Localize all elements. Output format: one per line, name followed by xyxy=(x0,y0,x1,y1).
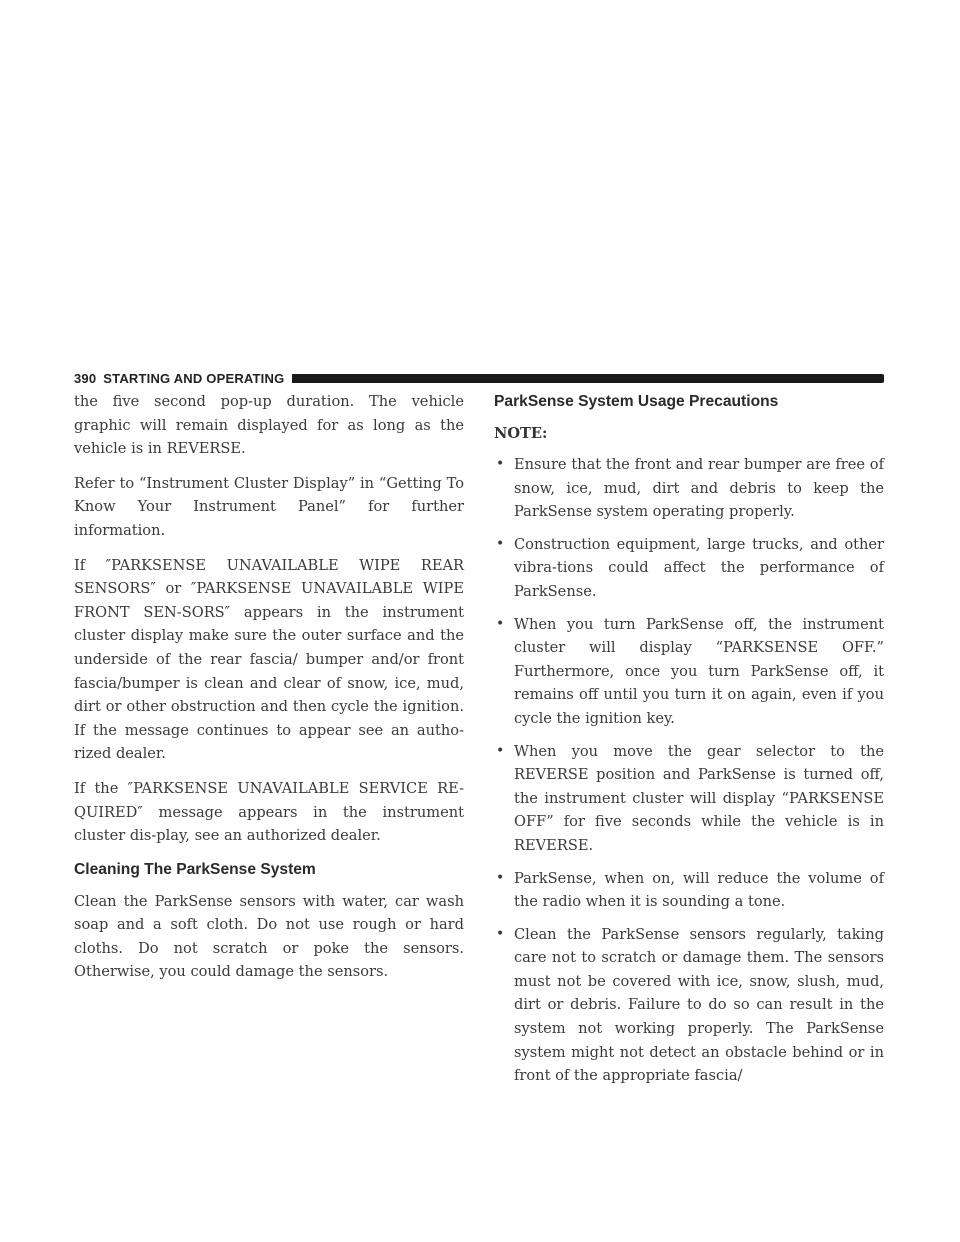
bullet-icon: • xyxy=(496,535,505,552)
section-title: STARTING AND OPERATING xyxy=(103,370,285,386)
list-item-text: When you move the gear selector to the REVERSE position and ParkSense is turned off, the instrument cluster will display “PARKSENSE OFF” for five seconds while the vehicle is in REVERSE. xyxy=(514,742,884,854)
list-item xyxy=(494,453,884,524)
bullet-icon: • xyxy=(496,742,505,759)
left-column xyxy=(74,390,464,995)
paragraph: If the ″PARKSENSE UNAVAILABLE SERVICE RE-QUIRED″ message appears in the instrument cluster dis-play, see an authorized dealer. xyxy=(74,779,464,845)
bullet-icon: • xyxy=(496,869,505,886)
section-heading-cleaning: Cleaning The ParkSense System xyxy=(74,860,316,878)
page-header xyxy=(74,368,884,388)
list-item-text: Clean the ParkSense sensors regularly, taking care not to scratch or damage them. The sensors must not be covered with ice, snow, slush, mud, dirt or debris. Failure to do so can result in the system not working properly. The ParkSense system might not detect an obstacle behind or in front of the appropriate fascia/ xyxy=(514,925,884,1085)
list-item xyxy=(494,533,884,604)
section-heading-precautions: ParkSense System Usage Precautions xyxy=(494,393,779,410)
paragraph: the five second pop-up duration. The vehicle graphic will remain displayed for as long as the vehicle is in REVERSE. xyxy=(74,393,464,458)
list-item-text: ParkSense, when on, will reduce the volume of the radio when it is sounding a tone. xyxy=(514,869,884,911)
right-column xyxy=(494,390,884,1097)
page-number: 390 xyxy=(74,370,97,386)
precautions-list xyxy=(494,453,884,1088)
paragraph: Refer to “Instrument Cluster Display” in “Getting To Know Your Instrument Panel” for further information. xyxy=(74,474,464,539)
paragraph: Clean the ParkSense sensors with water, car wash soap and a soft cloth. Do not use rough or hard cloths. Do not scratch or poke the sensors. Otherwise, you could damage the sensors. xyxy=(74,892,464,981)
paragraph: If ″PARKSENSE UNAVAILABLE WIPE REAR SENSORS″ or ″PARKSENSE UNAVAILABLE WIPE FRONT SEN-SORS″ appears in the instrument cluster display make sure the outer surface and the underside of the rear fascia/ bumper and/or front fascia/bumper is clean and clear of snow, ice, mud, dirt or other obstruction and then cycle the ignition. If the message continues to appear see an autho-rized dealer. xyxy=(74,556,464,763)
bullet-icon: • xyxy=(496,456,505,472)
list-item xyxy=(494,867,884,914)
note-label: NOTE: xyxy=(494,425,548,442)
list-item-text: When you turn ParkSense off, the instrument cluster will display “PARKSENSE OFF.” Furthermore, once you turn ParkSense off, it remains off until you turn it on again, even if you cycle the ignition key. xyxy=(514,615,884,727)
list-item xyxy=(494,740,884,858)
list-item xyxy=(494,923,884,1088)
list-item xyxy=(494,613,884,731)
bullet-icon: • xyxy=(496,925,505,942)
bullet-icon: • xyxy=(496,615,505,632)
list-item-text: Ensure that the front and rear bumper are free of snow, ice, mud, dirt and debris to keep the ParkSense system operating properly. xyxy=(514,456,884,521)
list-item-text: Construction equipment, large trucks, and other vibra-tions could affect the performance of ParkSense. xyxy=(514,535,884,600)
header-rule xyxy=(292,374,884,383)
